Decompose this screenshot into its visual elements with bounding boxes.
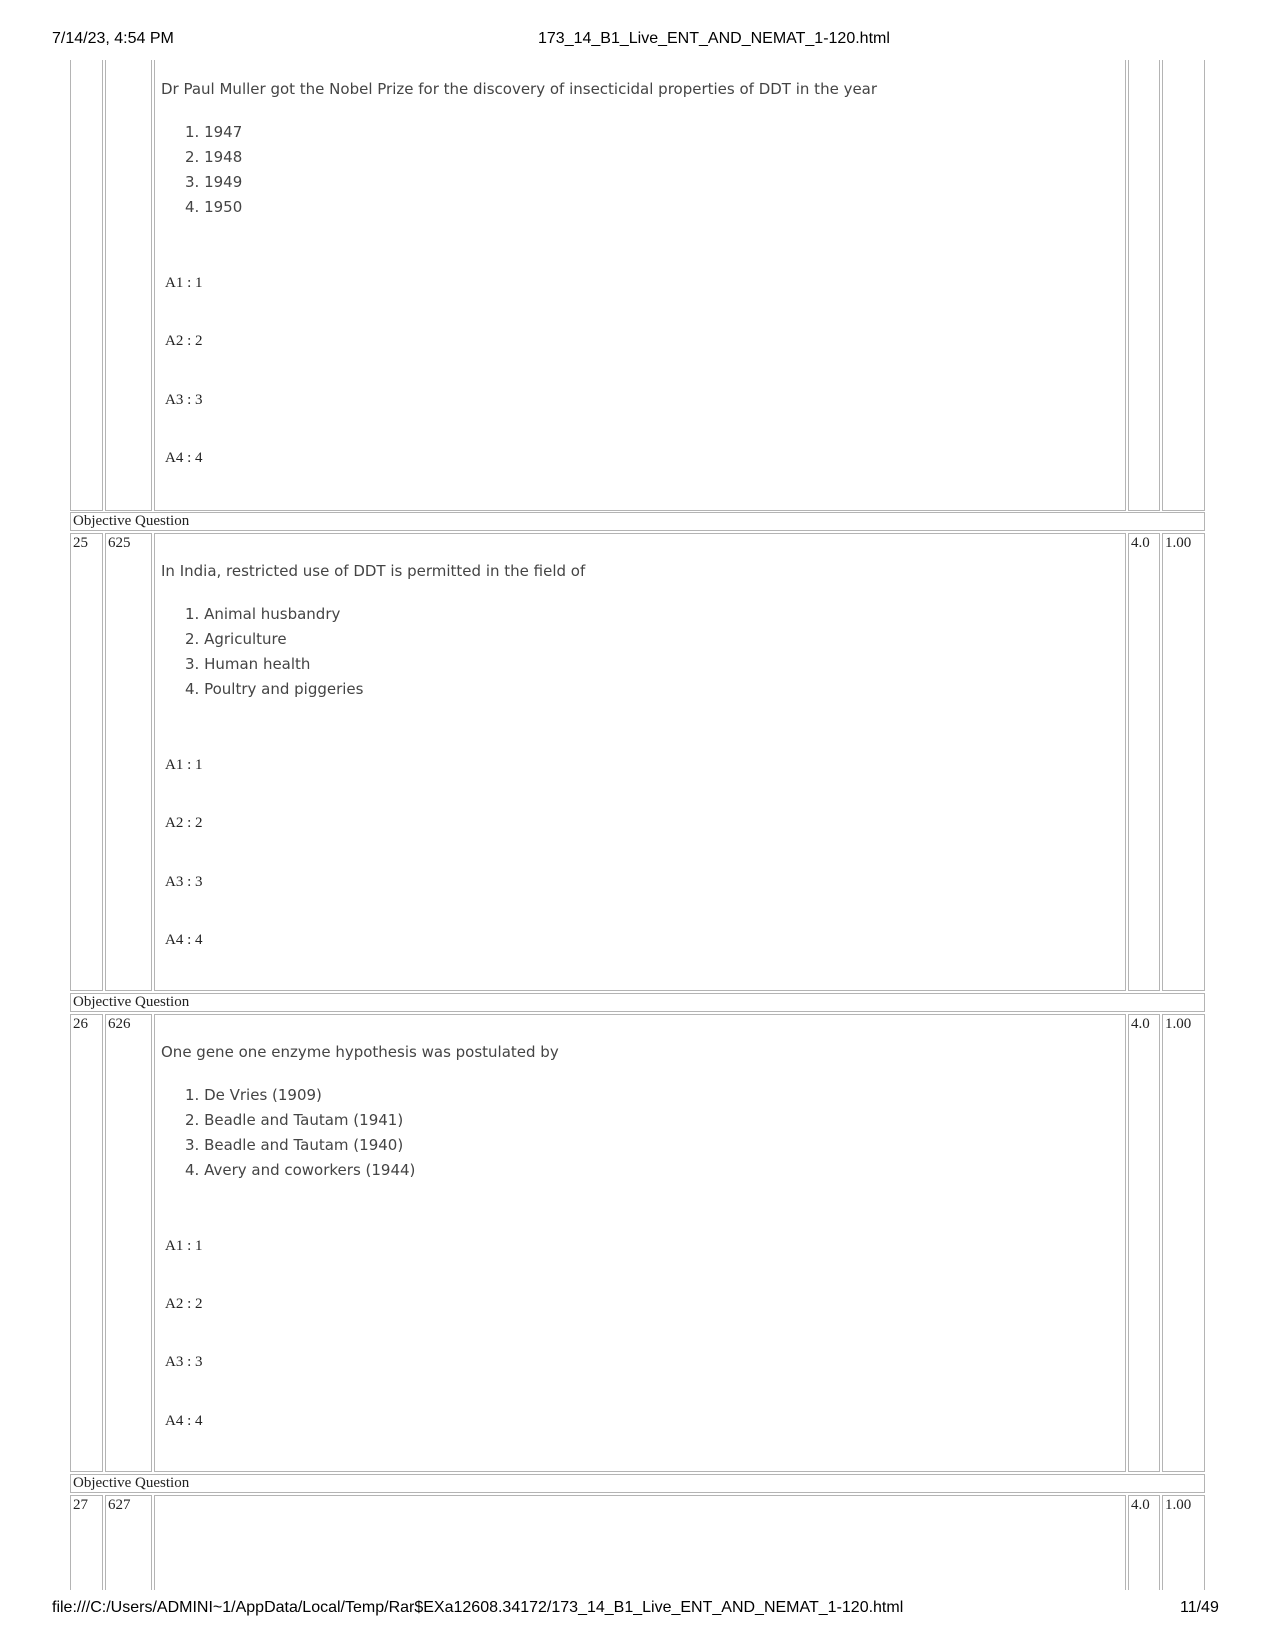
negative-cell bbox=[1162, 60, 1205, 511]
negative-marks-value: 1.00 bbox=[1165, 1497, 1192, 1513]
option-item: 4. Poultry and piggeries bbox=[185, 680, 364, 698]
question-text: Dr Paul Muller got the Nobel Prize for the discovery of insecticidal properties of DDT in the year bbox=[161, 80, 878, 98]
marks-value: 4.0 bbox=[1131, 1497, 1150, 1513]
answer-line: A3 : 3 bbox=[165, 1354, 203, 1370]
options-list bbox=[185, 602, 363, 702]
answer-line: A3 : 3 bbox=[165, 874, 203, 890]
options-list bbox=[185, 120, 242, 220]
marks-value: 4.0 bbox=[1131, 535, 1150, 551]
option-item: 2. Agriculture bbox=[185, 630, 287, 648]
answer-line: A4 : 4 bbox=[165, 450, 203, 466]
sno-cell bbox=[70, 60, 103, 511]
option-item: 2. Beadle and Tautam (1941) bbox=[185, 1111, 404, 1129]
marks-value: 4.0 bbox=[1131, 1016, 1150, 1032]
option-item: 1. Animal husbandry bbox=[185, 605, 341, 623]
negative-marks-value: 1.00 bbox=[1165, 535, 1192, 551]
sno-cell bbox=[70, 533, 103, 991]
answer-line: A3 : 3 bbox=[165, 392, 203, 408]
option-item: 1. 1947 bbox=[185, 123, 243, 141]
question-cell bbox=[154, 60, 1126, 511]
question-text: One gene one enzyme hypothesis was postulated by bbox=[161, 1043, 559, 1061]
question-type-label: Objective Question bbox=[73, 1475, 190, 1491]
option-item: 1. De Vries (1909) bbox=[185, 1086, 322, 1104]
print-file-path: file:///C:/Users/ADMINI~1/AppData/Local/Temp/Rar$EXa12608.34172/173_14_B1_Live_ENT_AND_NEMAT_1-120.html bbox=[52, 1599, 904, 1616]
question-text: In India, restricted use of DDT is permitted in the field of bbox=[161, 562, 586, 580]
print-page-number: 11/49 bbox=[1180, 1599, 1219, 1616]
print-datetime: 7/14/23, 4:54 PM bbox=[52, 30, 174, 47]
question-type-row bbox=[70, 512, 1205, 531]
qid-cell bbox=[105, 60, 152, 511]
option-item: 4. Avery and coworkers (1944) bbox=[185, 1161, 416, 1179]
answer-line: A4 : 4 bbox=[165, 932, 203, 948]
option-item: 3. 1949 bbox=[185, 173, 243, 191]
answer-line: A1 : 1 bbox=[165, 1238, 203, 1254]
option-item: 3. Human health bbox=[185, 655, 311, 673]
options-list bbox=[185, 1083, 415, 1183]
qid-cell bbox=[105, 1014, 152, 1472]
answer-line: A2 : 2 bbox=[165, 815, 203, 831]
question-type-label: Objective Question bbox=[73, 994, 190, 1010]
answer-line: A1 : 1 bbox=[165, 757, 203, 773]
option-item: 4. 1950 bbox=[185, 198, 243, 216]
negative-marks-value: 1.00 bbox=[1165, 1016, 1192, 1032]
question-id: 627 bbox=[108, 1497, 131, 1513]
question-id: 625 bbox=[108, 535, 131, 551]
marks-cell bbox=[1128, 1014, 1160, 1472]
answer-line: A4 : 4 bbox=[165, 1413, 203, 1429]
sno-cell bbox=[70, 1014, 103, 1472]
serial-number: 25 bbox=[73, 535, 88, 551]
option-item: 2. 1948 bbox=[185, 148, 243, 166]
qid-cell bbox=[105, 533, 152, 991]
print-doc-title: 173_14_B1_Live_ENT_AND_NEMAT_1-120.html bbox=[538, 30, 890, 47]
question-id: 626 bbox=[108, 1016, 131, 1032]
answer-line: A2 : 2 bbox=[165, 1296, 203, 1312]
question-type-row bbox=[70, 993, 1205, 1012]
serial-number: 27 bbox=[73, 1497, 88, 1513]
negative-cell bbox=[1162, 1014, 1205, 1472]
serial-number: 26 bbox=[73, 1016, 88, 1032]
option-item: 3. Beadle and Tautam (1940) bbox=[185, 1136, 404, 1154]
question-type-label: Objective Question bbox=[73, 513, 190, 529]
answer-line: A1 : 1 bbox=[165, 275, 203, 291]
marks-cell bbox=[1128, 533, 1160, 991]
question-cell bbox=[154, 1495, 1126, 1590]
marks-cell bbox=[1128, 60, 1160, 511]
question-type-row bbox=[70, 1474, 1205, 1493]
negative-cell bbox=[1162, 533, 1205, 991]
answer-line: A2 : 2 bbox=[165, 333, 203, 349]
